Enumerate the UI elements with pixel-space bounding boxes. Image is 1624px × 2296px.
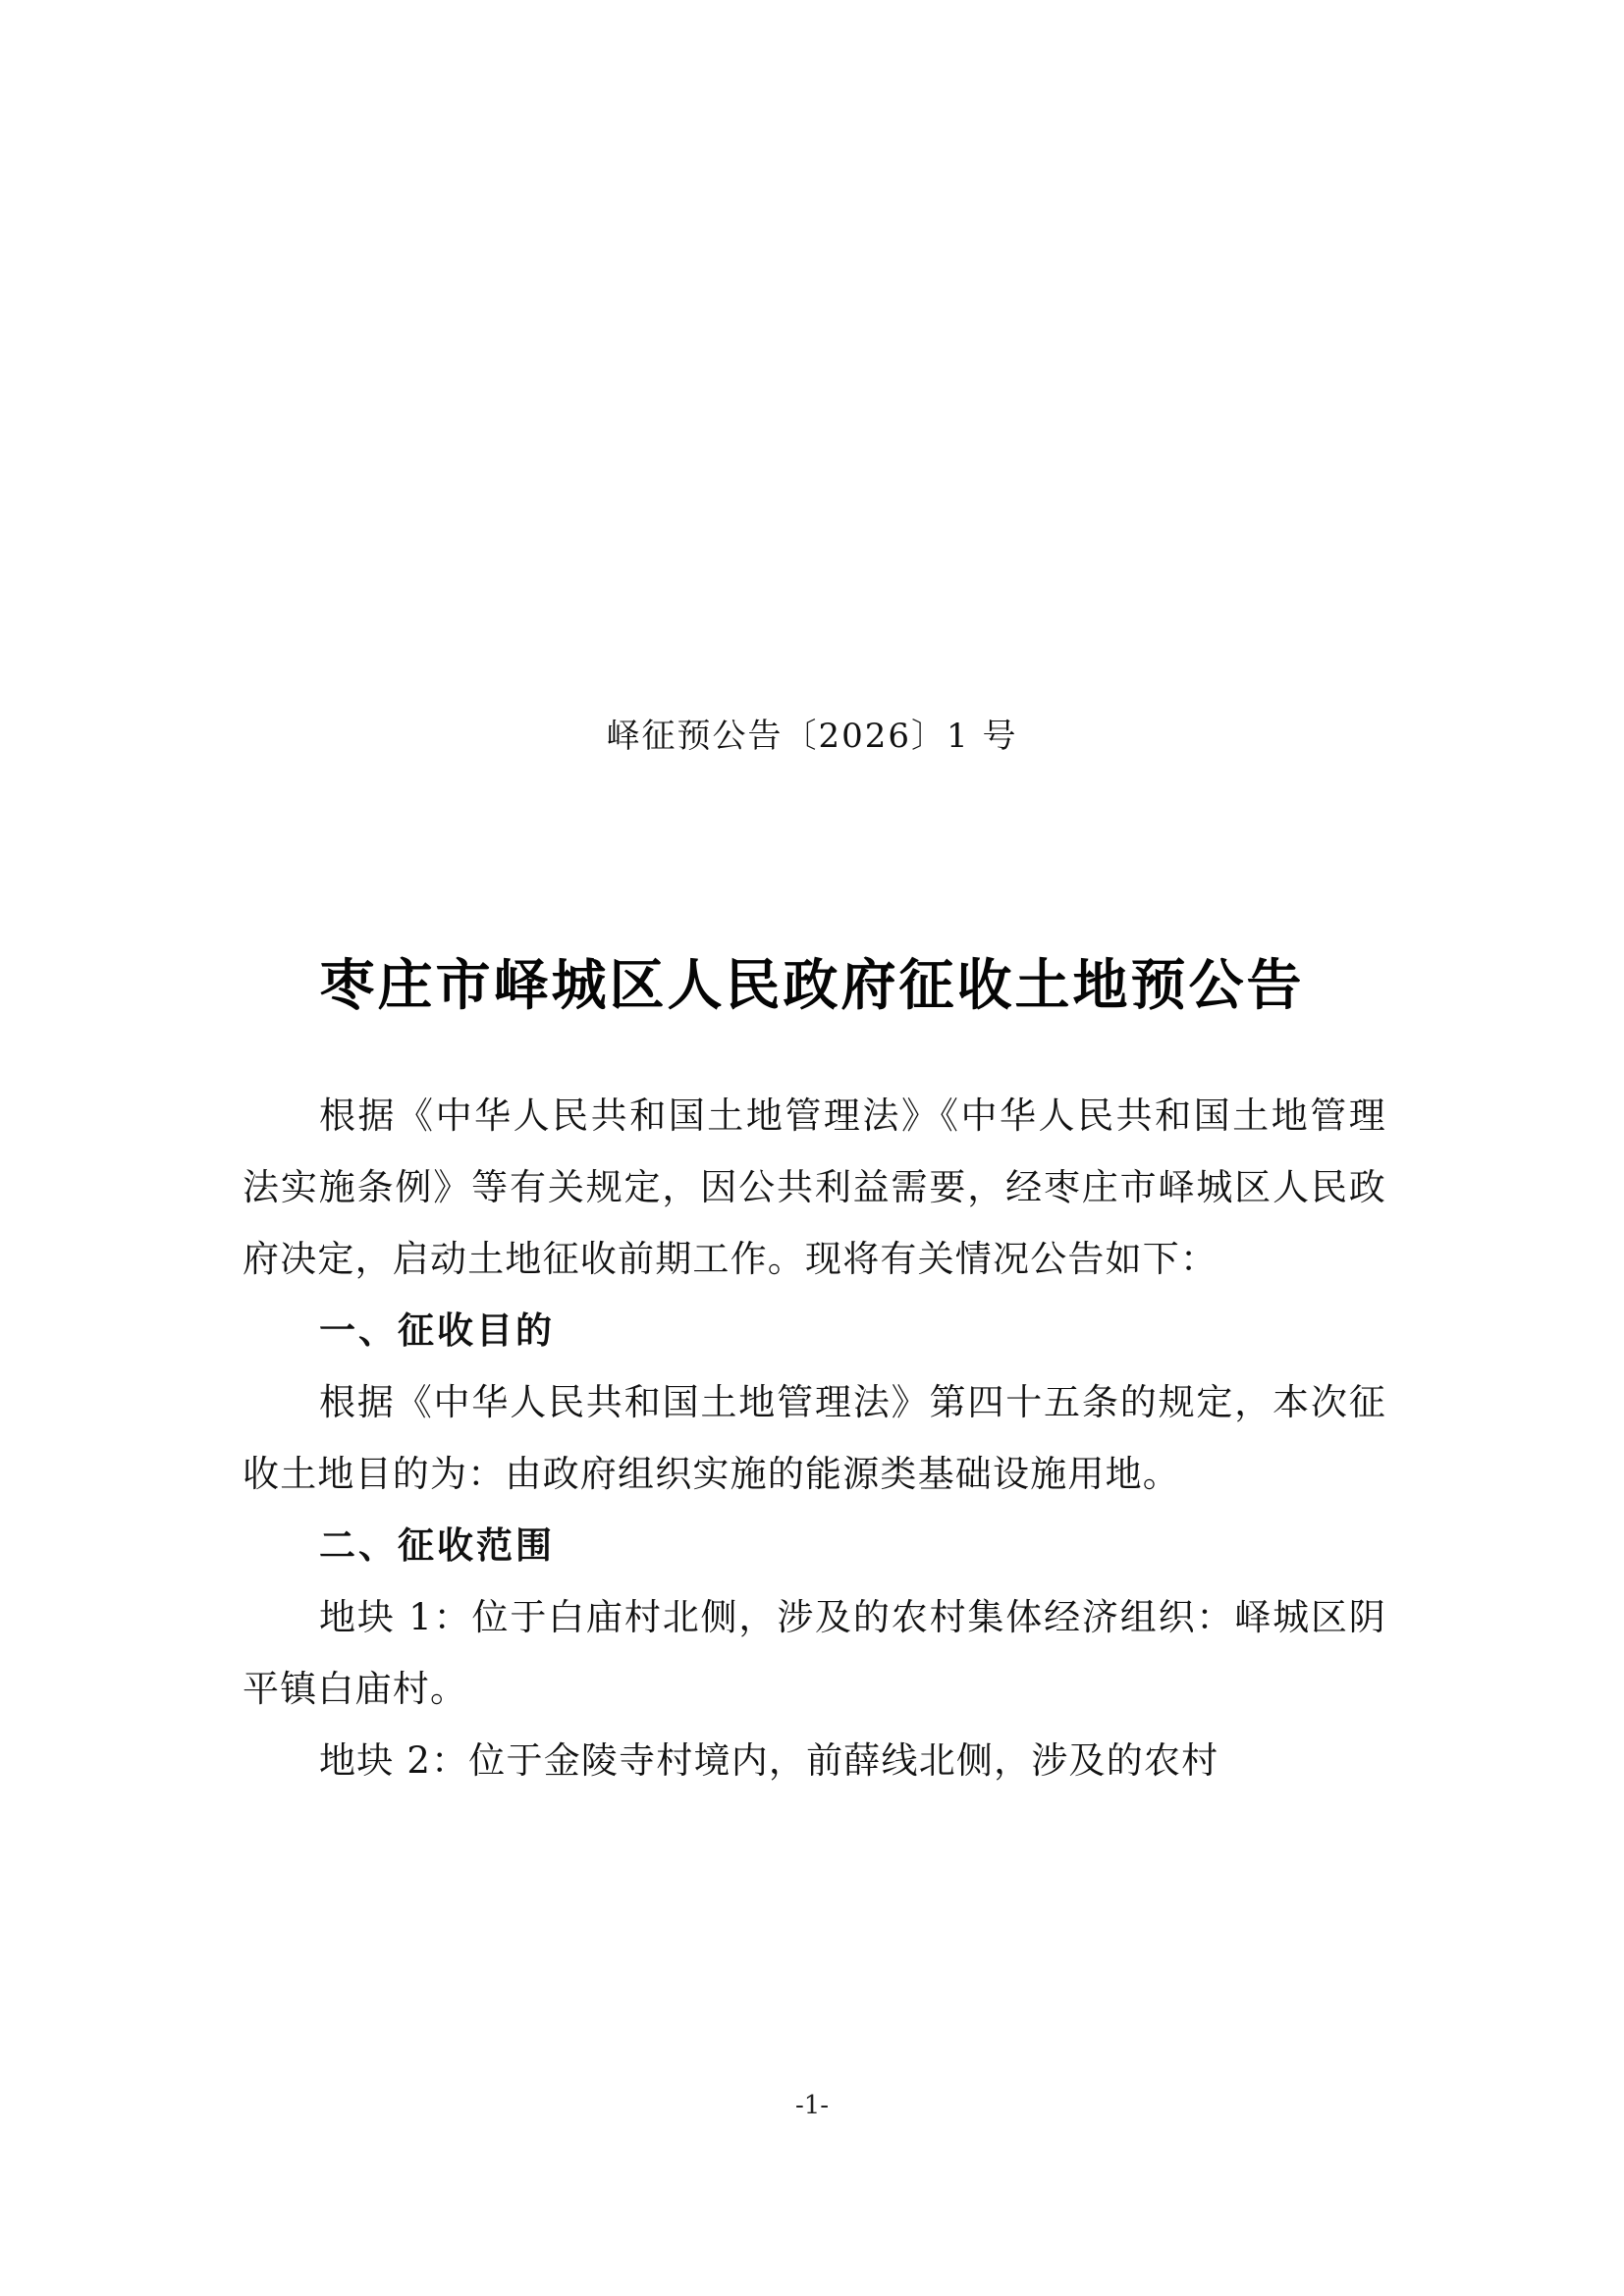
document-body xyxy=(243,1080,1386,1796)
parcel-2-text: 地块 2：位于金陵寺村境内，前薛线北侧，涉及的农村 xyxy=(319,1739,1219,1782)
paragraph-preamble: 根据《中华人民共和国土地管理法》《中华人民共和国土地管理法实施条例》等有关规定，因公共利益需要，经枣庄市峄城区人民政府决定，启动土地征收前期工作。现将有关情况公告如下： xyxy=(243,1095,1386,1280)
section-heading-2: 二、征收范围 xyxy=(319,1523,555,1567)
parcel-1-text: 地块 1：位于白庙村北侧，涉及的农村集体经济组织：峄城区阴平镇白庙村。 xyxy=(243,1596,1386,1710)
section-body-1: 根据《中华人民共和国土地管理法》第四十五条的规定，本次征收土地目的为：由政府组织实施的能源类基础设施用地。 xyxy=(243,1381,1386,1495)
page-number-footer: -1- xyxy=(794,2091,830,2120)
section-heading-1: 一、征收目的 xyxy=(319,1308,555,1352)
page-title: 枣庄市峄城区人民政府征收土地预公告 xyxy=(319,952,1305,1018)
document-number: 峄征预公告〔2026〕1 号 xyxy=(606,717,1018,756)
